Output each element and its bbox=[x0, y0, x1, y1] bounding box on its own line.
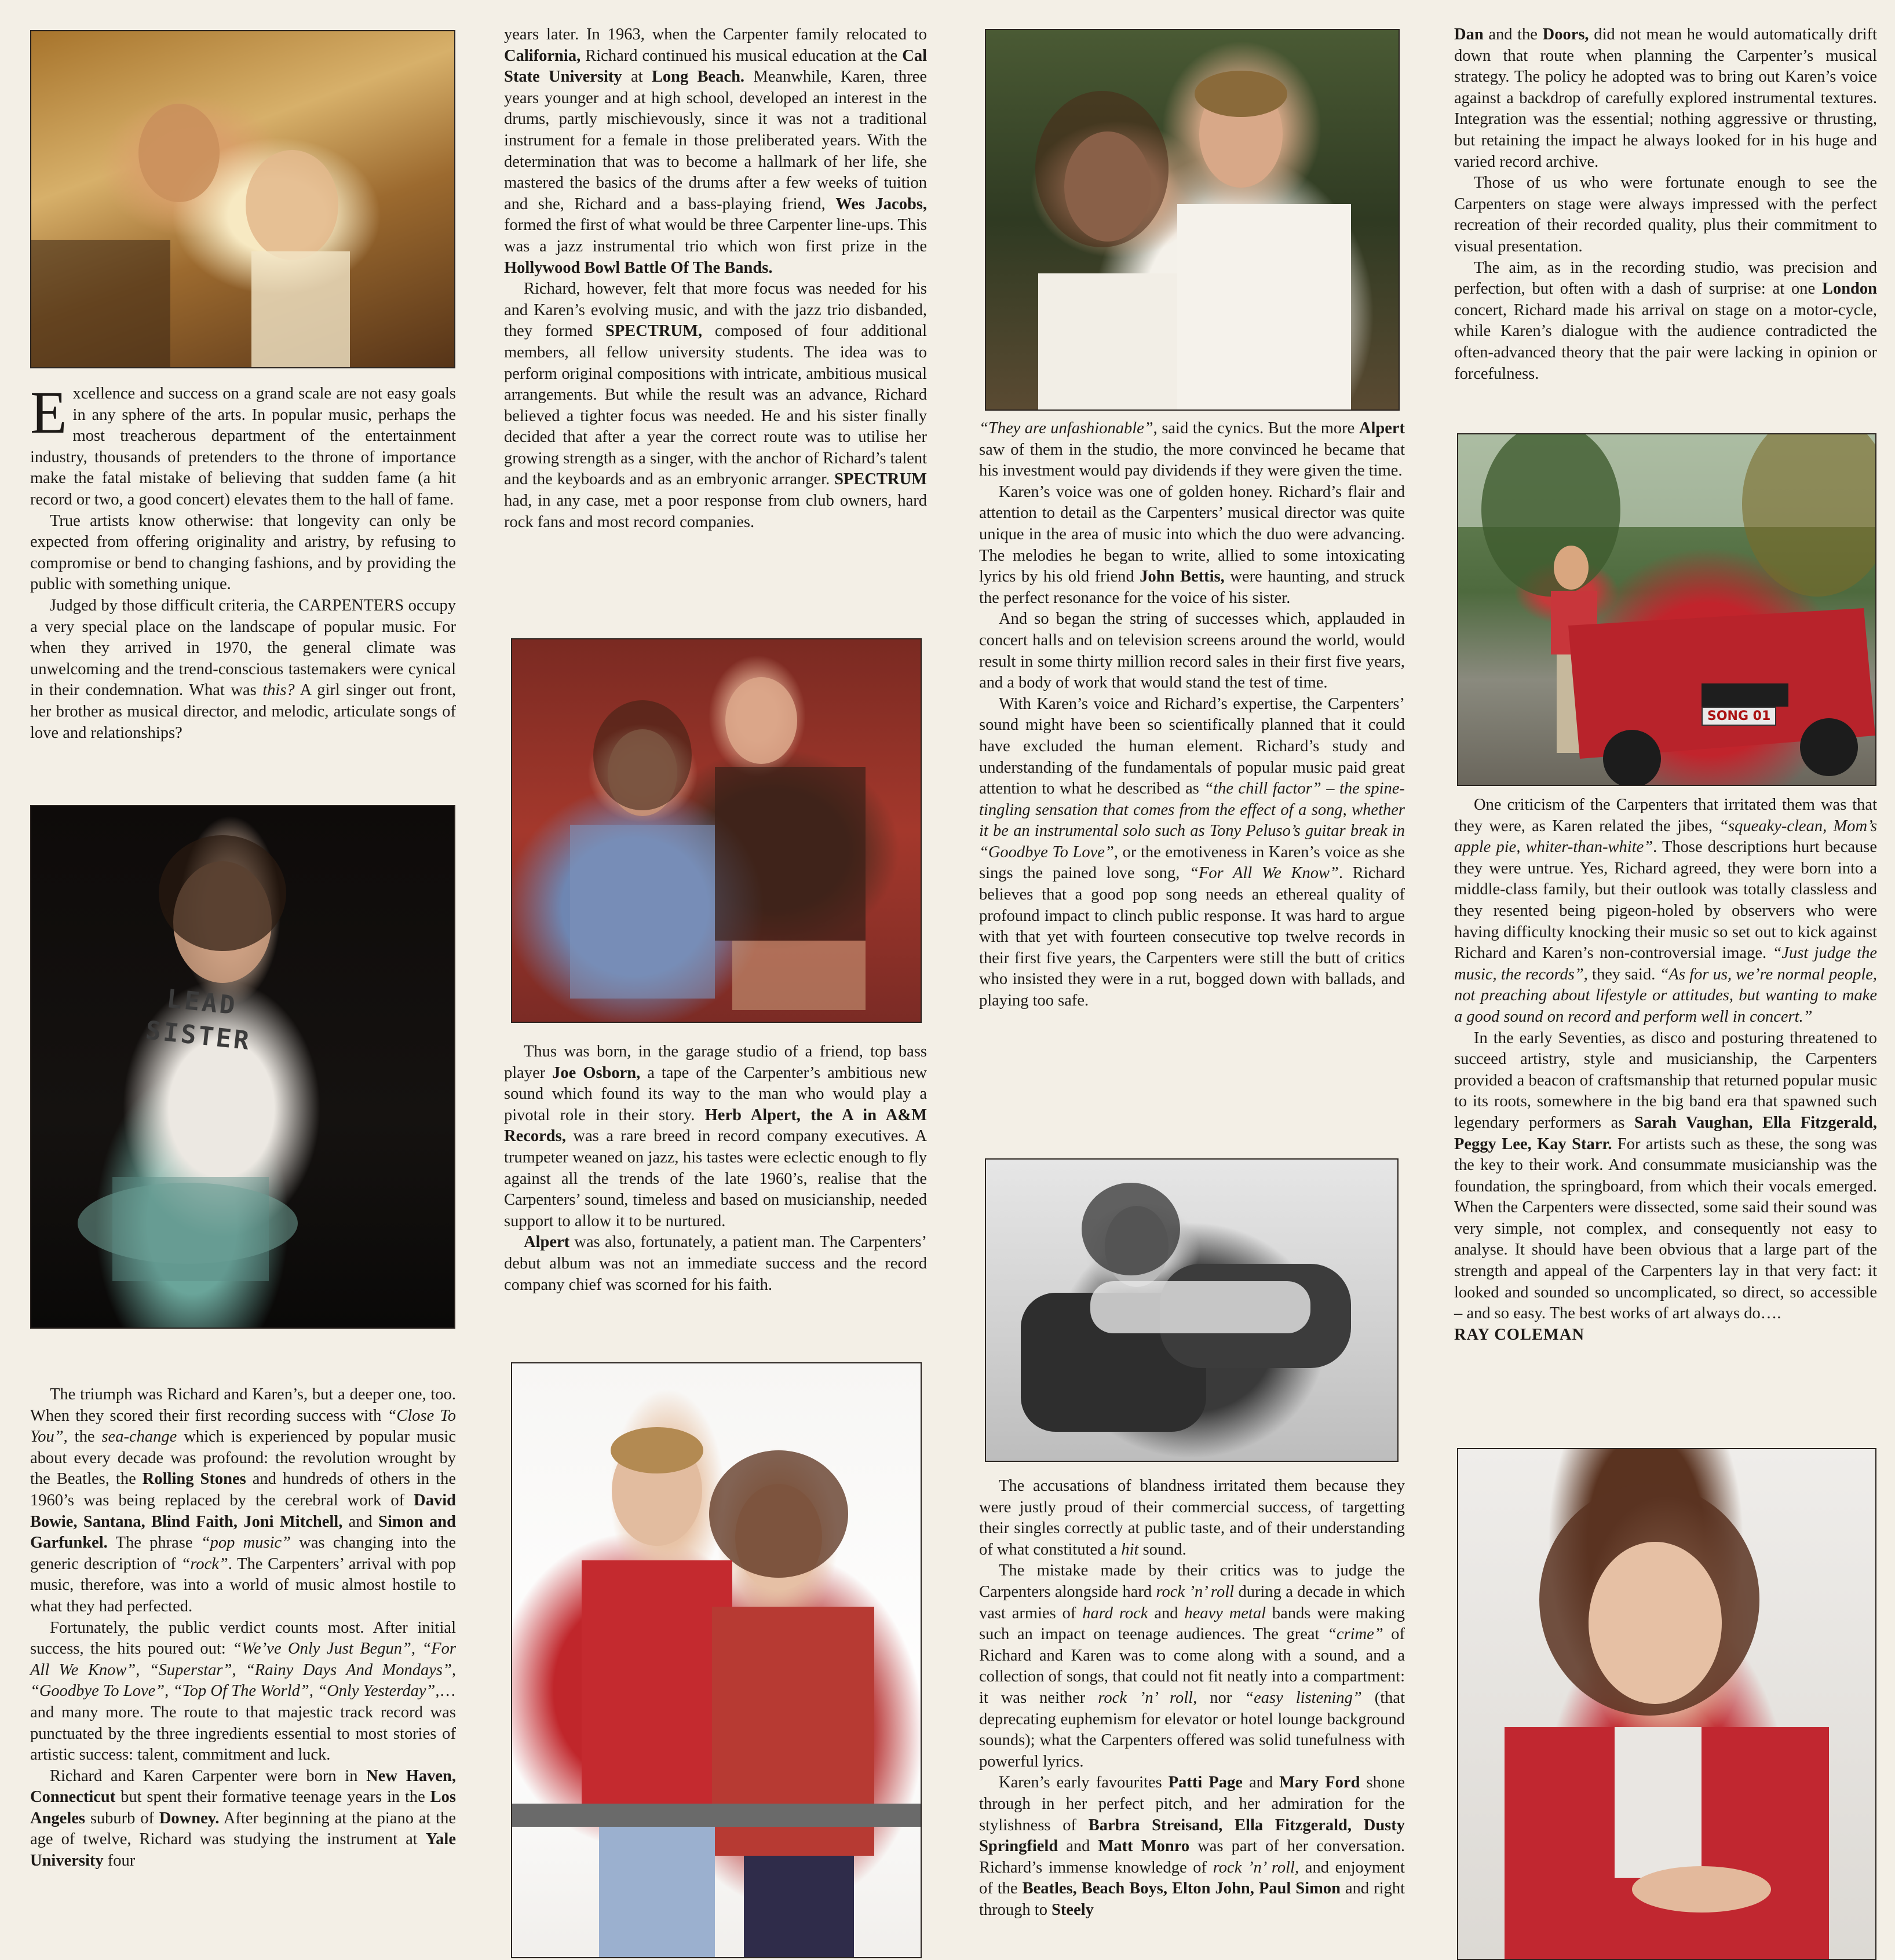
text-run: “crime” bbox=[1327, 1625, 1383, 1644]
text-run: Matt Monro bbox=[1098, 1837, 1190, 1856]
text-run: Richard continued his musical education at the bbox=[580, 46, 903, 65]
text-run: “They are unfashionable” bbox=[979, 419, 1153, 437]
photo-red-jacket bbox=[1457, 1448, 1876, 1960]
col2-p3 bbox=[504, 1041, 927, 1232]
text-run: rock ’n’ roll bbox=[1156, 1582, 1235, 1601]
col3-p1 bbox=[979, 418, 1405, 482]
body-col3-bottom bbox=[979, 1476, 1405, 1959]
author-signature: RAY COLEMAN bbox=[1454, 1325, 1585, 1344]
text-run: which is experienced by popular music about every decade was profound: the revolution wrought by the Beatles, the bbox=[30, 1428, 456, 1489]
text-run: “For All We Know” bbox=[1189, 864, 1339, 883]
text-run: this? bbox=[262, 681, 295, 700]
text-run: Doors, bbox=[1542, 25, 1589, 43]
intro-p3 bbox=[30, 595, 456, 744]
text-run: David Bowie, Santana, Blind Faith, Joni Mitchell, bbox=[30, 1491, 456, 1531]
text-run: was part of her conversation. Richard’s immense knowledge of bbox=[979, 1837, 1405, 1877]
photo-drums bbox=[30, 805, 455, 1329]
photo-sports-car bbox=[1457, 433, 1876, 786]
col3-p6 bbox=[979, 1560, 1405, 1772]
col4-p4 bbox=[1454, 795, 1877, 1028]
text-run: years later. In 1963, when the Carpenter family relocated to bbox=[504, 25, 927, 43]
text-run: Karen’s voice was one of golden honey. Richard’s flair and attention to detail as the Carpenters’ musical director was quite unique in the area of music into which the duo were advancing. The melodies he began to write, allied to some intoxicating lyrics by his old friend bbox=[979, 482, 1405, 586]
text-run: Steely bbox=[1051, 1900, 1094, 1919]
text-run: Karen’s early favourites bbox=[999, 1773, 1169, 1792]
text-run: , the bbox=[63, 1428, 102, 1446]
text-run: Wes Jacobs, bbox=[835, 195, 928, 213]
text-run: “Just judge the music, the records” bbox=[1454, 944, 1877, 983]
col4-p3 bbox=[1454, 258, 1877, 385]
text-run: Barbra Streisand, Ella Fitzgerald, Dusty Springfield bbox=[979, 1816, 1405, 1856]
text-run: (that deprecating euphemism for elevator or hotel lounge background sounds); what the Carpenters offered was solid tunefulness with powerful lyrics. bbox=[979, 1688, 1405, 1771]
text-run: , said the cynics. But the more bbox=[1153, 419, 1359, 437]
text-run: and right through to bbox=[979, 1879, 1405, 1919]
photo-sofa-figures bbox=[986, 1160, 1397, 1461]
text-run: New Haven, Connecticut bbox=[30, 1767, 456, 1807]
text-run: SPECTRUM bbox=[834, 470, 927, 489]
text-run: and enjoyment of the bbox=[979, 1858, 1405, 1898]
photo-white-shirts-figures bbox=[986, 30, 1399, 409]
col4-p5 bbox=[1454, 1028, 1877, 1325]
text-run: Herb Alpert, bbox=[704, 1106, 801, 1124]
photo-convertible-figures bbox=[31, 31, 454, 367]
col3-p2 bbox=[979, 482, 1405, 609]
text-run: “easy listening” bbox=[1244, 1688, 1362, 1707]
text-run: and the bbox=[1483, 25, 1543, 43]
col3-p7 bbox=[979, 1772, 1405, 1921]
text-run: Patti Page bbox=[1168, 1773, 1243, 1792]
text-run: For artists such as these, the song was the key to their work. And consummate musicianship was the foundation, the springboard, from which their vocals emerged. When the Carpenters were dissected, some said their sound was very simple, not complex, and consequently not easy to analyse. It should have been obvious that a large part of the strength and appeal of the Carpenters lay in that very fact: it looked and sounded so uncomplicated, so direct, so accessible – and so easy. The best works of art always do…. bbox=[1454, 1135, 1877, 1323]
text-run: Alpert bbox=[524, 1233, 570, 1252]
text-run: The aim, as in the recording studio, was precision and perfection, but often with a dash of surprise: at one bbox=[1454, 258, 1877, 298]
text-run: four bbox=[103, 1852, 136, 1870]
text-run: and bbox=[1058, 1837, 1098, 1856]
text-run: , or the emotiveness in Karen’s voice as she sings the pained love song, bbox=[979, 843, 1405, 883]
text-run: Thus was born, in the garage studio of a friend, top bass player bbox=[504, 1043, 927, 1082]
text-run bbox=[801, 1106, 810, 1124]
text-run: . Richard believes that a good pop song needs an ethereal quality of profound impact to clinch public response. It was hard to argue with that yet with fourteen consecutive top twelve records in their first five years, the Carpenters were still the butt of critics who insisted they were in a rut, bogged down with ballads, and playing too safe. bbox=[979, 864, 1405, 1010]
text-run: at bbox=[622, 68, 652, 86]
column-3 bbox=[979, 0, 1405, 1959]
text-run: hit bbox=[1121, 1540, 1139, 1559]
text-run: bands were making such an impact on teenage audiences. The great bbox=[979, 1604, 1405, 1644]
column-1 bbox=[30, 0, 456, 1959]
text-run: sound. bbox=[1138, 1540, 1186, 1559]
text-run: Los Angeles bbox=[30, 1788, 456, 1827]
text-run: nor bbox=[1197, 1688, 1245, 1707]
photo-red-jacket-figures bbox=[1458, 1449, 1875, 1959]
photo-convertible bbox=[30, 30, 455, 368]
text-run: One criticism of the Carpenters that irritated them was that they were, as Karen related the jibes, bbox=[1454, 796, 1877, 835]
text-run: Long Beach. bbox=[651, 68, 745, 86]
text-run: , they said. bbox=[1583, 965, 1660, 983]
text-run: during a decade in which vast armies of bbox=[979, 1582, 1405, 1622]
photo-denim bbox=[511, 638, 922, 1023]
photo-denim-figures bbox=[512, 639, 921, 1022]
text-run: Mary Ford bbox=[1279, 1773, 1360, 1792]
text-run: suburb of bbox=[85, 1809, 159, 1827]
text-run: In the early Seventies, as disco and posturing threatened to succeed artistry, style and musicianship, the Carpenters provided a beacon of craftsmanship that returned popular music to its roots, somewhere in the big band era that spawned such legendary performers as bbox=[1454, 1029, 1877, 1132]
text-run: With Karen’s voice and Richard’s expertise, the Carpenters’ sound might have been so scientifically planned that it could have excluded the human element. Richard’s study and understanding of the fundamentals of popular music paid great attention to what he described as bbox=[979, 694, 1405, 798]
text-run: was also, fortunately, a patient man. The Carpenters’ debut album was not an immediate success and the record company chief was scorned for his faith. bbox=[504, 1233, 927, 1294]
photo-sofa bbox=[985, 1158, 1399, 1462]
text-run: Sarah Vaughan, Ella Fitzgerald, Peggy Lee, Kay Starr. bbox=[1454, 1113, 1878, 1153]
col4-p1 bbox=[1454, 24, 1877, 173]
text-run: a tape of the Carpenter’s ambitious new sound which found its way to the man who would play a pivotal role in their story. bbox=[504, 1063, 927, 1124]
text-run: The accusations of blandness irritated them because they were justly proud of their commercial success, of targetting their singles correctly at public taste, and of their understanding of what constituted a bbox=[979, 1477, 1405, 1559]
text-run: A girl singer out front, her brother as musical director, and melodic, articulate songs of love and relationships? bbox=[30, 681, 457, 742]
text-run: did not mean he would automatically drift down that route when planning the Carpenter’s musical strategy. The policy he adopted was to bring out Karen’s voice against a backdrop of carefully explored instrumental textures. Integration was the essential; nothing aggressive or thrusting, but retaining the impact he always looked for in his huge and varied record archive. bbox=[1454, 25, 1877, 171]
text-run: and bbox=[342, 1512, 379, 1531]
body-col4-top bbox=[1454, 24, 1877, 424]
col1-p5 bbox=[30, 1618, 456, 1766]
body-col2-top bbox=[504, 24, 927, 627]
column-2 bbox=[504, 0, 927, 1959]
text-run: Fortunately, the public verdict counts most. After initial success, the hits poured out: bbox=[30, 1618, 456, 1658]
photo-red-sweaters bbox=[511, 1362, 922, 1958]
text-run: “pop music” bbox=[200, 1534, 291, 1552]
text-run: shone through in her perfect pitch, and her admiration for the stylishness of bbox=[979, 1773, 1405, 1834]
text-run: Dan bbox=[1454, 25, 1484, 43]
text-run: and bbox=[1242, 1773, 1280, 1792]
text-run: The triumph was Richard and Karen’s, but a deeper one, too. When they scored their first recording success with bbox=[30, 1385, 456, 1425]
text-run: concert, Richard made his arrival on stage on a motor-cycle, while Karen’s dialogue with the audience contradicted the often-advanced theory that the pair were lacking in opinion or forcefulness. bbox=[1454, 301, 1877, 383]
body-col1 bbox=[30, 1384, 456, 1958]
column-4 bbox=[1454, 0, 1877, 1959]
text-run: and hundreds of others in the 1960’s was being replaced by the cerebral work of bbox=[30, 1470, 456, 1509]
text-run: Yale University bbox=[30, 1830, 456, 1870]
text-run: but spent their formative teenage years in the bbox=[115, 1788, 430, 1807]
text-run: “As for us, we’re normal people, not preaching about lifestyle or attitudes, but wanting to make a good sound on record and perform well in concert.” bbox=[1454, 965, 1878, 1026]
text-run: The phrase bbox=[107, 1534, 201, 1552]
text-run: of Richard and Karen was to come along with a sound, and a collection of songs, that could not fit neatly into a compartment: it was neither bbox=[979, 1625, 1405, 1707]
text-run: Hollywood Bowl Battle Of The Bands. bbox=[504, 258, 773, 277]
text-run: Meanwhile, Karen, three years younger and at high school, developed an interest in the drums, partly mischievously, since it was not a traditional instrument for a female in those preliberated years. With the determination that was to become a hallmark of her life, she mastered the basics of the drums after a few weeks of tuition and she, Richard and a bass-playing friend, bbox=[504, 68, 927, 213]
text-run: was changing into the generic description of bbox=[30, 1534, 456, 1573]
text-run: . Those descriptions hurt because they were untrue. Yes, Richard agreed, they were born into a middle-class family, but their outlook was totally classless and they resented being pigeon-holed by observers who were having difficulty knocking their music so set out to kick against Richard and Karen’s non-controversial image. bbox=[1454, 838, 1877, 963]
text-run: . The Carpenters’ arrival with pop music, therefore, was into a world of music almost hostile to what they had perfected. bbox=[30, 1555, 457, 1615]
text-run: and bbox=[1148, 1604, 1185, 1622]
text-run: Beatles, Beach Boys, Elton John, Paul Simon bbox=[1022, 1879, 1341, 1898]
col1-p6 bbox=[30, 1766, 456, 1872]
text-run: London bbox=[1821, 280, 1877, 298]
text-run: Downey. bbox=[159, 1809, 220, 1827]
text-run: sea-change bbox=[101, 1428, 177, 1446]
text-run: Cal State University bbox=[504, 46, 927, 86]
text-run: Rolling Stones bbox=[142, 1470, 246, 1489]
intro-p2: True artists know otherwise: that longevity can only be expected from offering originality and aristry, by refusing to compromise or bend to changing fashions, and by providing the public with something unique. bbox=[30, 511, 456, 594]
text-run: were haunting, and struck the perfect resonance for the voice of his sister. bbox=[979, 568, 1405, 607]
shirt-line-2: SISTER bbox=[144, 1015, 253, 1056]
shirt-line-1: LEAD bbox=[165, 983, 239, 1021]
body-col4-bottom bbox=[1454, 795, 1877, 1432]
col3-p3: And so began the string of successes which, applauded in concert halls and on television screens around the world, would result in some thirty million record sales in their first five years, and a body of work that would stand the test of time. bbox=[979, 610, 1405, 692]
text-run: formed the first of what would be three Carpenter line-ups. This was a jazz instrumental trio which won first prize in the bbox=[504, 216, 927, 255]
license-plate: SONG 01 bbox=[1702, 707, 1776, 726]
text-run: SPECTRUM, bbox=[605, 322, 703, 341]
photo-red-sweaters-figures bbox=[512, 1363, 921, 1957]
col2-p2 bbox=[504, 279, 927, 533]
text-run: had, in any case, met a poor response from club owners, hard rock fans and most record companies. bbox=[504, 492, 927, 531]
col4-p2: Those of us who were fortunate enough to see the Carpenters on stage were always impressed with the perfect recreation of their recorded quality, plus their commitment to visual presentation. bbox=[1454, 174, 1877, 255]
text-run: Alpert bbox=[1359, 419, 1405, 437]
text-run: the A in A&M Records, bbox=[504, 1106, 927, 1146]
col3-p4 bbox=[979, 694, 1405, 1012]
text-run: composed of four additional members, all fellow university students. The idea was to perform original compositions with intricate, ambitious musical arrangements. But while the result was an advance, Richard believed a tighter focus was needed. He and his sister finally decided that after a year the correct route was to utilise her growing strength as a singer, with the anchor of Richard’s talent and the keyboards and as an embryonic arranger. bbox=[504, 322, 927, 489]
body-col2-mid bbox=[504, 1041, 927, 1331]
col2-p4 bbox=[504, 1232, 927, 1296]
text-run: Richard and Karen Carpenter were born in bbox=[50, 1767, 367, 1785]
text-run: rock ’n’ roll, bbox=[1098, 1688, 1197, 1707]
text-run: “rock” bbox=[181, 1555, 228, 1573]
col2-p1 bbox=[504, 24, 927, 279]
intro-p1: xcellence and success on a grand scale are not easy goals in any sphere of the arts. In popular music, perhaps the most treacherous department of the entertainment industry, thousands of pretenders to the throne of importance make the fatal mistake of believing that sudden fame (a hit record or two, a good concert) elevates them to the hall of fame. bbox=[30, 385, 456, 509]
photo-white-shirts bbox=[985, 29, 1400, 411]
drop-cap: E bbox=[30, 379, 67, 446]
text-run: The mistake made by their critics was to judge the Carpenters alongside hard bbox=[979, 1562, 1405, 1601]
text-run: After beginning at the piano at the age of twelve, Richard was studying the instrument at bbox=[30, 1809, 456, 1849]
text-run: “squeaky-clean, Mom’s apple pie, whiter-than-white” bbox=[1454, 817, 1877, 857]
text-run: “Close To You” bbox=[30, 1406, 456, 1446]
text-run: Joe Osborn, bbox=[552, 1063, 641, 1082]
text-run: Simon and Garfunkel. bbox=[30, 1512, 457, 1552]
col1-p4 bbox=[30, 1384, 456, 1618]
text-run: Richard, however, felt that more focus was needed for his and Karen’s evolving music, and with the jazz trio disbanded, they formed bbox=[504, 280, 927, 341]
text-run: …and many more. The route to that majestic track record was punctuated by the three ingredients essential to most stories of artistic success: talent, commitment and luck. bbox=[30, 1682, 456, 1764]
text-run: Judged by those difficult criteria, the CARPENTERS occupy a very special place on the landscape of popular music. For when they arrived in 1970, the general climate was unwelcoming and the trend-conscious tastemakers were cynical in their condemnation. What was bbox=[30, 596, 456, 700]
photo-drums-figures bbox=[31, 806, 454, 1328]
body-col3-top bbox=[979, 418, 1405, 1131]
text-run: heavy metal bbox=[1184, 1604, 1266, 1622]
text-run: saw of them in the studio, the more convinced he became that his investment would pay dividends if they were given the time. bbox=[979, 440, 1405, 480]
photo-sports-car-figures bbox=[1458, 434, 1875, 785]
text-run: was a rare breed in record company executives. A trumpeter weaned on jazz, his tastes were eclectic enough to fly against all the trends of the late 1960’s, realise that the Carpenters’ sound, timeless and based on musicianship, needed support to allow it to be nurtured. bbox=[504, 1127, 927, 1230]
text-run: California, bbox=[504, 46, 581, 65]
text-run: hard rock bbox=[1082, 1604, 1148, 1622]
col3-p5 bbox=[979, 1476, 1405, 1560]
text-run: rock ’n’ roll, bbox=[1213, 1858, 1299, 1877]
text-run: John Bettis, bbox=[1140, 568, 1225, 586]
text-run: “We’ve Only Just Begun”, “For All We Know”, “Superstar”, “Rainy Days And Mondays”, “Goodbye To Love”, “Top Of The World”, “Only Yesterday”, bbox=[30, 1640, 456, 1701]
text-run: “the chill factor” – the spine-tingling sensation that comes from the effect of a song, whether it be an instrumental solo such as Tony Peluso’s guitar break in “Goodbye To Love” bbox=[979, 780, 1405, 861]
intro-text bbox=[30, 379, 457, 800]
